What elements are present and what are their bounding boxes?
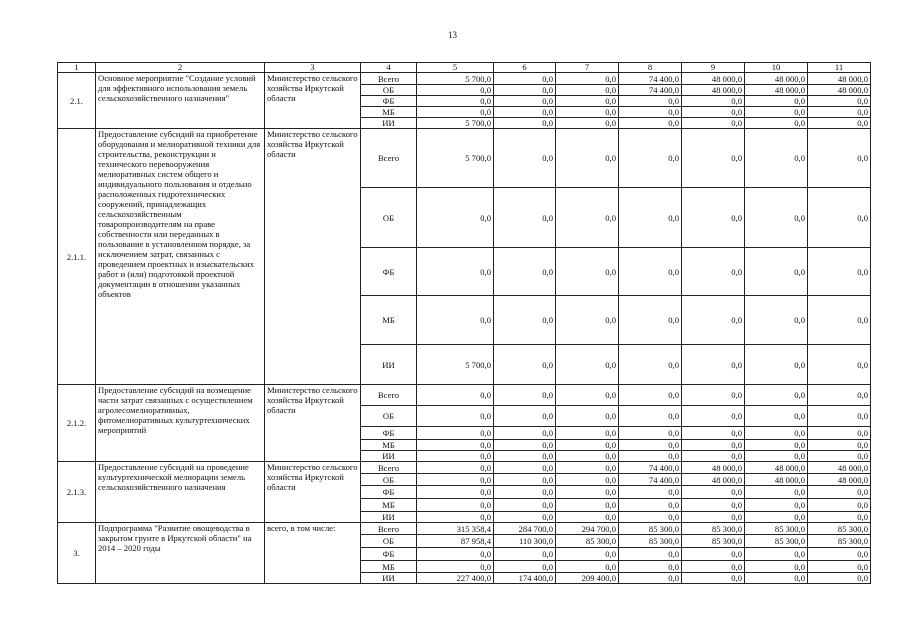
funding-source: Всего [361, 462, 417, 474]
amount-cell: 0,0 [745, 573, 808, 584]
amount-cell: 0,0 [682, 248, 745, 296]
amount-cell: 0,0 [745, 96, 808, 107]
funding-source: ФБ [361, 486, 417, 499]
amount-cell: 110 300,0 [494, 535, 556, 548]
amount-cell: 0,0 [556, 129, 619, 188]
amount-cell: 0,0 [808, 248, 871, 296]
amount-cell: 85 300,0 [682, 535, 745, 548]
amount-cell: 0,0 [417, 548, 494, 561]
item-code: 2.1.3. [58, 462, 96, 523]
funding-source: ИИ [361, 573, 417, 584]
amount-cell: 0,0 [619, 296, 682, 345]
amount-cell: 0,0 [417, 85, 494, 96]
amount-cell: 0,0 [619, 129, 682, 188]
amount-cell: 0,0 [619, 188, 682, 248]
amount-cell: 0,0 [619, 248, 682, 296]
amount-cell: 85 300,0 [808, 535, 871, 548]
amount-cell: 0,0 [682, 573, 745, 584]
amount-cell: 0,0 [682, 345, 745, 385]
amount-cell: 0,0 [556, 73, 619, 85]
amount-cell: 0,0 [808, 440, 871, 451]
item-code: 2.1.1. [58, 129, 96, 385]
funding-source: МБ [361, 296, 417, 345]
amount-cell: 0,0 [808, 107, 871, 118]
amount-cell: 0,0 [808, 561, 871, 573]
column-header: 2 [96, 63, 265, 73]
item-executor: всего, в том числе: [265, 523, 361, 584]
amount-cell: 0,0 [556, 85, 619, 96]
amount-cell: 48 000,0 [682, 85, 745, 96]
funding-source: МБ [361, 440, 417, 451]
item-code: 3. [58, 523, 96, 584]
amount-cell: 0,0 [682, 440, 745, 451]
amount-cell: 5 700,0 [417, 73, 494, 85]
amount-cell: 0,0 [494, 385, 556, 406]
amount-cell: 5 700,0 [417, 345, 494, 385]
amount-cell: 0,0 [494, 548, 556, 561]
amount-cell: 0,0 [682, 296, 745, 345]
amount-cell: 0,0 [556, 107, 619, 118]
amount-cell: 0,0 [494, 406, 556, 427]
amount-cell: 0,0 [417, 385, 494, 406]
amount-cell: 0,0 [682, 385, 745, 406]
amount-cell: 0,0 [417, 107, 494, 118]
amount-cell: 0,0 [682, 486, 745, 499]
amount-cell: 0,0 [556, 427, 619, 440]
amount-cell: 0,0 [682, 188, 745, 248]
amount-cell: 74 400,0 [619, 85, 682, 96]
column-header: 10 [745, 63, 808, 73]
amount-cell: 85 300,0 [619, 523, 682, 535]
funding-source: ИИ [361, 345, 417, 385]
funding-source: Всего [361, 523, 417, 535]
amount-cell: 0,0 [556, 462, 619, 474]
amount-cell: 0,0 [619, 512, 682, 523]
amount-cell: 0,0 [556, 512, 619, 523]
funding-source: МБ [361, 561, 417, 573]
amount-cell: 0,0 [494, 451, 556, 462]
amount-cell: 0,0 [619, 427, 682, 440]
item-name: Основное мероприятие "Создание условий для эффективного использования земель сельскохозяйственного назначения" [96, 73, 265, 129]
funding-source: Всего [361, 73, 417, 85]
amount-cell: 227 400,0 [417, 573, 494, 584]
column-header: 7 [556, 63, 619, 73]
amount-cell: 0,0 [808, 406, 871, 427]
column-header: 4 [361, 63, 417, 73]
amount-cell: 315 358,4 [417, 523, 494, 535]
amount-cell: 0,0 [808, 486, 871, 499]
amount-cell: 0,0 [556, 96, 619, 107]
amount-cell: 0,0 [417, 486, 494, 499]
amount-cell: 0,0 [494, 73, 556, 85]
item-executor: Министерство сельского хозяйства Иркутской области [265, 462, 361, 523]
amount-cell: 85 300,0 [745, 535, 808, 548]
funding-source: Всего [361, 129, 417, 188]
amount-cell: 0,0 [619, 118, 682, 129]
amount-cell: 0,0 [417, 188, 494, 248]
funding-source: ФБ [361, 248, 417, 296]
amount-cell: 0,0 [556, 188, 619, 248]
amount-cell: 0,0 [745, 561, 808, 573]
amount-cell: 85 300,0 [619, 535, 682, 548]
funding-source: ФБ [361, 548, 417, 561]
amount-cell: 0,0 [619, 345, 682, 385]
item-executor: Министерство сельского хозяйства Иркутской области [265, 385, 361, 462]
amount-cell: 48 000,0 [808, 462, 871, 474]
amount-cell: 0,0 [619, 573, 682, 584]
amount-cell: 74 400,0 [619, 474, 682, 486]
funding-source: МБ [361, 107, 417, 118]
item-name: Предоставление субсидий на проведение культуртехнической мелиорации земель сельскохозяйственного назначения [96, 462, 265, 523]
amount-cell: 48 000,0 [808, 474, 871, 486]
amount-cell: 0,0 [808, 573, 871, 584]
amount-cell: 0,0 [682, 118, 745, 129]
amount-cell: 0,0 [745, 451, 808, 462]
amount-cell: 0,0 [808, 385, 871, 406]
amount-cell: 0,0 [619, 548, 682, 561]
amount-cell: 87 958,4 [417, 535, 494, 548]
amount-cell: 0,0 [745, 129, 808, 188]
amount-cell: 0,0 [556, 548, 619, 561]
amount-cell: 0,0 [745, 118, 808, 129]
amount-cell: 0,0 [417, 512, 494, 523]
amount-cell: 0,0 [417, 248, 494, 296]
column-header: 5 [417, 63, 494, 73]
amount-cell: 0,0 [417, 440, 494, 451]
amount-cell: 0,0 [556, 406, 619, 427]
funding-source: ИИ [361, 118, 417, 129]
amount-cell: 0,0 [556, 296, 619, 345]
amount-cell: 0,0 [619, 451, 682, 462]
amount-cell: 0,0 [494, 345, 556, 385]
amount-cell: 0,0 [808, 548, 871, 561]
amount-cell: 5 700,0 [417, 129, 494, 188]
item-name: Подпрограмма "Развитие овощеводства в закрытом грунте в Иркутской области" на 2014 – 2020 годы [96, 523, 265, 584]
budget-table [57, 62, 871, 584]
amount-cell: 0,0 [619, 385, 682, 406]
amount-cell: 0,0 [417, 406, 494, 427]
item-name: Предоставление субсидий на приобретение оборудования и мелиоративной техники для строительства, реконструкции и технического перевооружения мелиоративных систем общего и индивидуального пользования и отдельно расположенных гидротехнических сооружений, принадлежащих сельскохозяйственным товаропроизводителям на праве собственности или переданных в пользование в установленном порядке, за исключением затрат, связанных с проведением проектных и изыскательских работ и (или) подготовкой проектной документации в отношении указанных объектов [96, 129, 265, 385]
amount-cell: 0,0 [494, 96, 556, 107]
amount-cell: 0,0 [556, 248, 619, 296]
amount-cell: 0,0 [494, 427, 556, 440]
amount-cell: 0,0 [556, 486, 619, 499]
amount-cell: 48 000,0 [682, 73, 745, 85]
amount-cell: 0,0 [808, 451, 871, 462]
amount-cell: 0,0 [619, 96, 682, 107]
amount-cell: 0,0 [745, 512, 808, 523]
amount-cell: 209 400,0 [556, 573, 619, 584]
amount-cell: 0,0 [417, 427, 494, 440]
column-header: 3 [265, 63, 361, 73]
amount-cell: 0,0 [808, 129, 871, 188]
amount-cell: 0,0 [494, 512, 556, 523]
funding-source: ФБ [361, 96, 417, 107]
item-code: 2.1.2. [58, 385, 96, 462]
amount-cell: 0,0 [494, 499, 556, 512]
column-header: 11 [808, 63, 871, 73]
amount-cell: 48 000,0 [745, 85, 808, 96]
amount-cell: 0,0 [619, 486, 682, 499]
amount-cell: 0,0 [745, 440, 808, 451]
amount-cell: 0,0 [417, 561, 494, 573]
amount-cell: 0,0 [682, 427, 745, 440]
amount-cell: 0,0 [745, 548, 808, 561]
amount-cell: 0,0 [494, 129, 556, 188]
column-header: 9 [682, 63, 745, 73]
amount-cell: 0,0 [808, 188, 871, 248]
amount-cell: 0,0 [682, 107, 745, 118]
amount-cell: 0,0 [494, 462, 556, 474]
column-header: 1 [58, 63, 96, 73]
amount-cell: 0,0 [808, 345, 871, 385]
funding-source: МБ [361, 499, 417, 512]
header-row [58, 63, 871, 73]
funding-source: ОБ [361, 406, 417, 427]
amount-cell: 0,0 [494, 561, 556, 573]
amount-cell: 0,0 [682, 548, 745, 561]
amount-cell: 0,0 [556, 385, 619, 406]
page-number: 13 [448, 30, 457, 40]
amount-cell: 0,0 [745, 345, 808, 385]
table-row [58, 73, 871, 85]
amount-cell: 0,0 [417, 462, 494, 474]
amount-cell: 48 000,0 [808, 73, 871, 85]
amount-cell: 0,0 [745, 248, 808, 296]
amount-cell: 0,0 [682, 96, 745, 107]
amount-cell: 0,0 [494, 85, 556, 96]
amount-cell: 0,0 [808, 296, 871, 345]
amount-cell: 0,0 [556, 118, 619, 129]
amount-cell: 0,0 [808, 96, 871, 107]
funding-source: ОБ [361, 85, 417, 96]
amount-cell: 74 400,0 [619, 462, 682, 474]
amount-cell: 0,0 [619, 440, 682, 451]
item-name: Предоставление субсидий на возмещение части затрат связанных с осуществлением агролесомелиоративных, фитомелиоративных культуртехнических мероприятий [96, 385, 265, 462]
amount-cell: 0,0 [682, 561, 745, 573]
item-executor: Министерство сельского хозяйства Иркутской области [265, 73, 361, 129]
amount-cell: 0,0 [745, 499, 808, 512]
amount-cell: 0,0 [745, 296, 808, 345]
amount-cell: 0,0 [494, 118, 556, 129]
funding-source: ОБ [361, 535, 417, 548]
amount-cell: 0,0 [556, 499, 619, 512]
amount-cell: 48 000,0 [808, 85, 871, 96]
amount-cell: 0,0 [682, 129, 745, 188]
amount-cell: 85 300,0 [556, 535, 619, 548]
amount-cell: 0,0 [556, 440, 619, 451]
amount-cell: 0,0 [494, 248, 556, 296]
amount-cell: 0,0 [745, 107, 808, 118]
funding-source: ИИ [361, 512, 417, 523]
funding-source: Всего [361, 385, 417, 406]
amount-cell: 0,0 [494, 296, 556, 345]
table-row [58, 462, 871, 474]
amount-cell: 85 300,0 [682, 523, 745, 535]
amount-cell: 0,0 [494, 107, 556, 118]
table-row [58, 523, 871, 535]
amount-cell: 0,0 [556, 345, 619, 385]
amount-cell: 174 400,0 [494, 573, 556, 584]
amount-cell: 0,0 [619, 499, 682, 512]
amount-cell: 0,0 [619, 107, 682, 118]
amount-cell: 0,0 [745, 385, 808, 406]
funding-source: ОБ [361, 474, 417, 486]
amount-cell: 0,0 [417, 474, 494, 486]
amount-cell: 0,0 [494, 188, 556, 248]
amount-cell: 0,0 [556, 561, 619, 573]
amount-cell: 0,0 [682, 451, 745, 462]
amount-cell: 284 700,0 [494, 523, 556, 535]
amount-cell: 48 000,0 [745, 462, 808, 474]
column-header: 8 [619, 63, 682, 73]
amount-cell: 48 000,0 [682, 462, 745, 474]
amount-cell: 0,0 [619, 561, 682, 573]
amount-cell: 85 300,0 [745, 523, 808, 535]
amount-cell: 294 700,0 [556, 523, 619, 535]
column-header: 6 [494, 63, 556, 73]
amount-cell: 0,0 [556, 474, 619, 486]
amount-cell: 0,0 [682, 499, 745, 512]
amount-cell: 0,0 [417, 451, 494, 462]
amount-cell: 0,0 [745, 188, 808, 248]
amount-cell: 0,0 [808, 512, 871, 523]
funding-source: ФБ [361, 427, 417, 440]
amount-cell: 48 000,0 [682, 474, 745, 486]
amount-cell: 0,0 [682, 406, 745, 427]
amount-cell: 0,0 [494, 486, 556, 499]
amount-cell: 0,0 [494, 440, 556, 451]
table-row [58, 385, 871, 406]
amount-cell: 0,0 [494, 474, 556, 486]
amount-cell: 0,0 [619, 406, 682, 427]
amount-cell: 0,0 [808, 499, 871, 512]
item-code: 2.1. [58, 73, 96, 129]
amount-cell: 48 000,0 [745, 73, 808, 85]
amount-cell: 85 300,0 [808, 523, 871, 535]
amount-cell: 0,0 [417, 296, 494, 345]
amount-cell: 0,0 [808, 118, 871, 129]
item-executor: Министерство сельского хозяйства Иркутской области [265, 129, 361, 385]
table-row [58, 129, 871, 188]
amount-cell: 0,0 [556, 451, 619, 462]
amount-cell: 0,0 [417, 96, 494, 107]
funding-source: ИИ [361, 451, 417, 462]
amount-cell: 48 000,0 [745, 474, 808, 486]
amount-cell: 0,0 [745, 486, 808, 499]
amount-cell: 0,0 [745, 406, 808, 427]
amount-cell: 5 700,0 [417, 118, 494, 129]
amount-cell: 74 400,0 [619, 73, 682, 85]
amount-cell: 0,0 [808, 427, 871, 440]
amount-cell: 0,0 [745, 427, 808, 440]
amount-cell: 0,0 [682, 512, 745, 523]
amount-cell: 0,0 [417, 499, 494, 512]
funding-source: ОБ [361, 188, 417, 248]
